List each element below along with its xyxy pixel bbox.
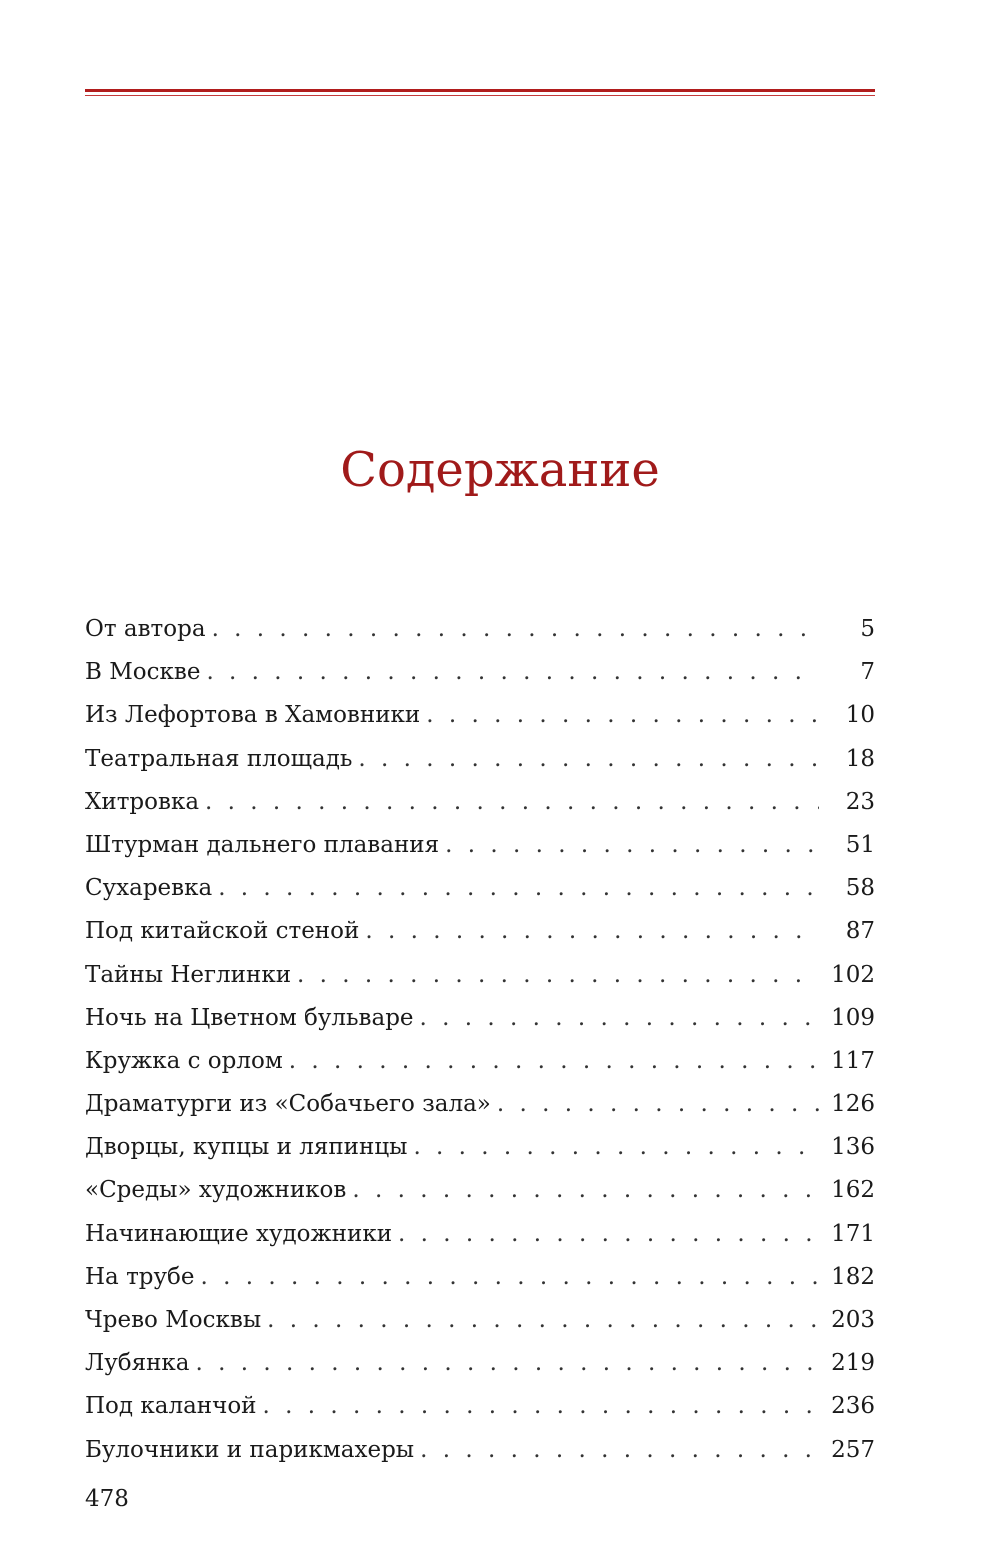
dot-leader	[212, 608, 819, 651]
dot-leader	[497, 1083, 819, 1126]
toc-entry-title: Булочники и парикмахеры	[85, 1436, 415, 1463]
toc-entry-page: 182	[831, 1263, 875, 1290]
dot-leader	[420, 1429, 819, 1472]
toc-entry-page: 58	[845, 875, 875, 902]
toc-entry-title: «Среды» художников	[85, 1177, 347, 1204]
dot-leader	[205, 781, 819, 824]
dot-leader	[267, 1299, 819, 1342]
toc-entry-page: 203	[831, 1307, 875, 1333]
table-of-contents	[85, 608, 875, 1472]
toc-entry[interactable]	[85, 738, 875, 781]
dot-leader	[263, 1385, 819, 1428]
dot-leader	[445, 824, 819, 867]
dot-leader	[398, 1213, 819, 1256]
toc-entry[interactable]	[85, 1169, 875, 1212]
dot-leader	[413, 1126, 819, 1169]
toc-entry-page: 219	[831, 1350, 875, 1377]
toc-entry[interactable]	[85, 954, 875, 997]
toc-entry-title: От автора	[85, 616, 206, 642]
header-rule	[85, 89, 875, 96]
toc-entry[interactable]	[85, 824, 875, 867]
toc-entry[interactable]	[85, 608, 875, 651]
header-rule-thick	[85, 89, 875, 92]
toc-entry[interactable]	[85, 1429, 875, 1472]
toc-entry-title: Театральная площадь	[85, 745, 353, 772]
toc-entry-title: На трубе	[85, 1263, 195, 1290]
dot-leader	[196, 1342, 820, 1385]
toc-entry[interactable]	[85, 1040, 875, 1083]
toc-entry-page: 87	[845, 918, 875, 945]
toc-entry-title: Штурман дальнего плавания	[85, 831, 440, 858]
toc-entry-title: Чрево Москвы	[85, 1307, 262, 1333]
toc-entry-page: 10	[845, 702, 875, 729]
toc-entry-page: 23	[845, 788, 875, 815]
toc-entry[interactable]	[85, 1213, 875, 1256]
toc-entry-title: Дворцы, купцы и ляпинцы	[85, 1134, 408, 1161]
toc-entry-title: Под китайской стеной	[85, 918, 360, 945]
toc-entry[interactable]	[85, 1299, 875, 1342]
dot-leader	[426, 694, 819, 737]
toc-entry-page: 171	[831, 1220, 875, 1247]
toc-entry[interactable]	[85, 910, 875, 953]
dot-leader	[206, 651, 819, 694]
toc-entry[interactable]	[85, 651, 875, 694]
toc-entry-title: Ночь на Цветном бульваре	[85, 1004, 414, 1031]
toc-entry-page: 117	[831, 1047, 875, 1074]
toc-entry-page: 236	[831, 1393, 875, 1420]
toc-entry[interactable]	[85, 1342, 875, 1385]
toc-entry-title: Драматурги из «Собачьего зала»	[85, 1091, 491, 1118]
toc-entry-page: 162	[831, 1177, 875, 1204]
dot-leader	[297, 954, 819, 997]
toc-entry-title: Лубянка	[85, 1350, 190, 1377]
toc-entry-title: Тайны Неглинки	[85, 961, 292, 988]
toc-entry-title: Начинающие художники	[85, 1220, 393, 1247]
toc-entry-page: 257	[831, 1436, 875, 1463]
toc-entry-page: 136	[831, 1134, 875, 1161]
toc-entry-page: 51	[845, 831, 875, 858]
toc-entry-page: 126	[831, 1091, 875, 1118]
toc-entry[interactable]	[85, 1083, 875, 1126]
toc-entry-page: 18	[845, 745, 875, 772]
dot-leader	[201, 1256, 819, 1299]
toc-entry[interactable]	[85, 1385, 875, 1428]
page-number: 478	[85, 1486, 129, 1512]
toc-entry[interactable]	[85, 867, 875, 910]
toc-entry-title: Под каланчой	[85, 1393, 257, 1420]
toc-entry-title: Кружка с орлом	[85, 1047, 283, 1074]
toc-entry-page: 7	[860, 659, 875, 686]
dot-leader	[289, 1040, 819, 1083]
dot-leader	[358, 738, 819, 781]
page-title: Содержание	[340, 442, 660, 498]
toc-entry-title: Сухаревка	[85, 875, 213, 902]
toc-entry-title: В Москве	[85, 659, 201, 686]
dot-leader	[218, 867, 819, 910]
toc-entry[interactable]	[85, 781, 875, 824]
dot-leader	[365, 910, 819, 953]
toc-entry-title: Хитровка	[85, 788, 200, 815]
toc-entry[interactable]	[85, 1256, 875, 1299]
toc-entry-page: 109	[831, 1004, 875, 1031]
dot-leader	[352, 1169, 819, 1212]
toc-entry-title: Из Лефортова в Хамовники	[85, 702, 421, 729]
toc-entry[interactable]	[85, 694, 875, 737]
toc-entry[interactable]	[85, 997, 875, 1040]
toc-entry-page: 102	[831, 961, 875, 988]
dot-leader	[420, 997, 819, 1040]
toc-entry[interactable]	[85, 1126, 875, 1169]
header-rule-thin	[85, 95, 875, 96]
toc-entry-page: 5	[860, 616, 875, 642]
